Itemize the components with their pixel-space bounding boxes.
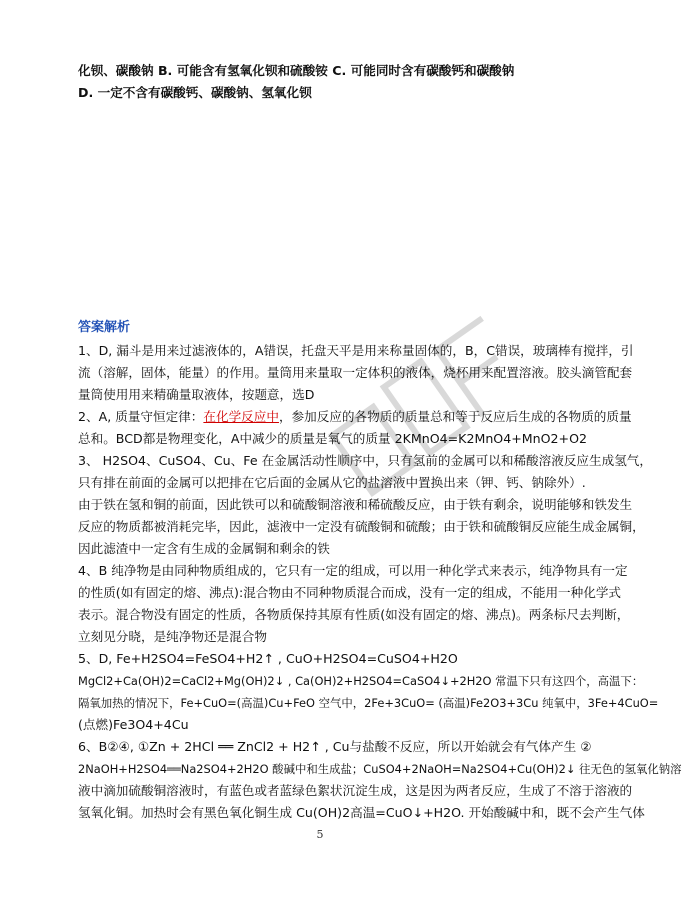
answer-3-line-1: 3、 H2SO4、CuSO4、Cu、Fe 在金属活动性顺序中，只有氢前的金属可以和稀酸溶液反应生成氢气，: [78, 453, 652, 468]
answer-3-line-4: 反应的物质都被消耗完毕，因此，滤液中一定没有硫酸铜和硫酸；由于铁和硫酸铜反应能生成金属铜，: [78, 519, 645, 534]
answer-6-line-3: 液中滴加硫酸铜溶液时，有蓝色或者蓝绿色絮状沉淀生成，这是因为两者反应，生成了不溶于溶液的: [78, 783, 633, 798]
question-options-line-2: D. 一定不含有碳酸钙、碳酸钠、氢氧化钡: [78, 85, 312, 100]
answer-4-line-2: 的性质(如有固定的熔、沸点):混合物由不同种物质混合而成，没有一定的组成，不能用一种化学式: [78, 585, 622, 600]
question-options-line-1: 化钡、碳酸钠 B. 可能含有氢氧化钡和硫酸铵 C. 可能同时含有碳酸钙和碳酸钠: [78, 63, 515, 78]
answer-5-line-2: MgCl2+Ca(OH)2=CaCl2+Mg(OH)2↓ , Ca(OH)2+H2SO4=CaSO4↓+2H2O 常温下只有这四个，高温下：: [78, 674, 644, 688]
answer-6-line-1: 6、B②④, ①Zn + 2HCl ══ ZnCl2 + H2↑ , Cu与盐酸不反应，所以开始就会有气体产生 ②: [78, 739, 592, 754]
answer-5-line-4: (点燃)Fe3O4+4Cu: [78, 717, 189, 732]
answer-3-line-3: 由于铁在氢和铜的前面，因此铁可以和硫酸铜溶液和稀硫酸反应，由于铁有剩余，说明能够和铁发生: [78, 497, 633, 512]
answer-1-line-3: 量筒使用用来精确量取液体，按题意，选D: [78, 387, 315, 402]
answer-1-line-2: 流（溶解，固体，能量）的作用。量筒用来量取一定体积的液体，烧杯用来配置溶液。胶头滴管配套: [78, 365, 633, 380]
answer-4-line-1: 4、B 纯净物是由同种物质组成的，它只有一定的组成，可以用一种化学式来表示，纯净物具有一定: [78, 563, 628, 578]
answer-4-line-4: 立刻见分晓，是纯净物还是混合物: [78, 629, 267, 644]
answer-4-line-3: 表示。混合物没有固定的性质，各物质保持其原有性质(如没有固定的熔、沸点)。两条标尺去判断，: [78, 607, 630, 622]
answer-6-line-2: 2NaOH+H2SO4══Na2SO4+2H2O 酸碱中和生成盐；CuSO4+2NaOH=Na2SO4+Cu(OH)2↓ 往无色的氢氧化钠溶: [78, 762, 682, 776]
answer-5-line-3: 隔氧加热的情况下，Fe+CuO=(高温)Cu+FeO 空气中，2Fe+3CuO= (高温)Fe2O3+3Cu 纯氧中，3Fe+4CuO=: [78, 696, 659, 710]
answer-2-suffix: ，参加反应的各物质的质量总和等于反应后生成的各物质的质量: [278, 409, 632, 424]
answer-2-link[interactable]: 在化学反应中: [203, 409, 279, 424]
answer-2-prefix: 2、A, 质量守恒定律：: [78, 409, 204, 424]
page-number: 5: [316, 828, 324, 841]
answer-section-heading: 答案解析: [78, 320, 131, 335]
answer-5-line-1: 5、D, Fe+H2SO4=FeSO4+H2↑ , CuO+H2SO4=CuSO4+H2O: [78, 651, 458, 666]
answer-2-line-2: 总和。BCD都是物理变化，A中减少的质量是氧气的质量 2KMnO4=K2MnO4+MnO2+O2: [78, 431, 588, 446]
answer-2-line-1: [78, 406, 632, 428]
answer-3-line-2: 只有排在前面的金属可以把排在它后面的金属从它的盐溶液中置换出来（钾、钙、钠除外）.: [78, 475, 586, 490]
answer-6-line-4: 氢氧化铜。加热时会有黑色氧化铜生成 Cu(OH)2高温=CuO↓+H2O. 开始酸碱中和，既不会产生气体: [78, 805, 645, 820]
answer-3-line-5: 因此滤渣中一定含有生成的金属铜和剩余的铁: [78, 541, 330, 556]
answer-1-line-1: 1、D, 漏斗是用来过滤液体的，A错误，托盘天平是用来称量固体的，B，C错误，玻璃棒有搅拌，引: [78, 343, 634, 358]
